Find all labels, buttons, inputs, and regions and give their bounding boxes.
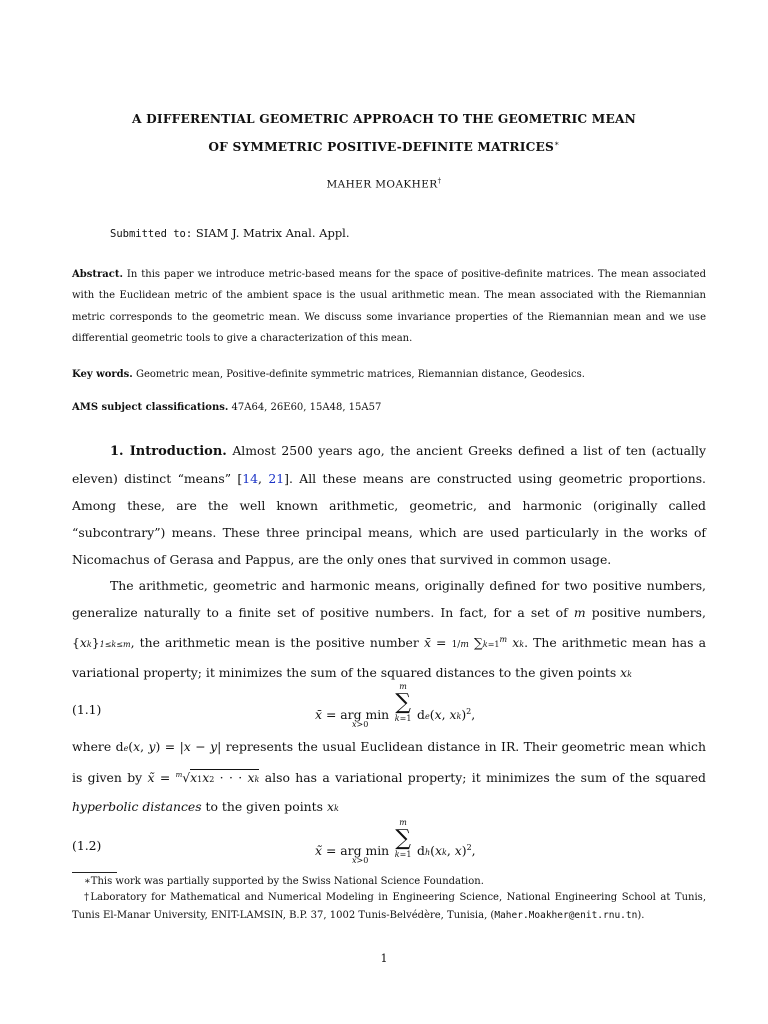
author-footnote-mark: †	[437, 177, 442, 185]
intro-paragraph-1	[72, 437, 706, 573]
author-name	[0, 177, 768, 191]
para2-text-d: . The arithmetic mean has a variational property; it minimizes the sum of the squared distances to the given points	[72, 635, 706, 681]
footnote-2-text-b: ).	[637, 910, 645, 921]
paper-title-line-2	[0, 139, 768, 154]
para3-text-b: represents the usual Euclidean distance in IR. Their geometric mean which is given by	[72, 739, 706, 786]
citation-separator: ,	[258, 471, 269, 486]
intro-text-b: ]. All these means are constructed using geometric proportions. Among these, are the well known arithmetic, geometric, and harmonic (originally called “subcontrary”) means. These three principal means, which are used particularly in the works of Nicomachus of Gerasa and Pappus, are the only ones that survived in common usage.	[72, 471, 706, 567]
citation-14[interactable]: 14	[242, 471, 259, 486]
title-footnote-mark: ∗	[554, 139, 560, 148]
equation-number-1-1: (1.1)	[72, 702, 102, 717]
section-heading: 1. Introduction.	[110, 444, 227, 459]
para3-text-c: also has a variational property; it minimizes the sum of the squared	[264, 770, 706, 786]
keywords	[72, 364, 706, 385]
equation-1-1	[72, 682, 706, 730]
author-text: MAHER MOAKHER	[326, 178, 438, 191]
journal-name: SIAM J. Matrix Anal. Appl.	[195, 226, 350, 240]
abstract	[72, 264, 706, 349]
para2-text-b: positive numbers,	[591, 605, 706, 620]
ams-text: 47A64, 26E60, 15A48, 15A57	[231, 402, 382, 413]
math-euclid-distance: de(x, y) = |x − y|	[115, 739, 222, 754]
ams-label: AMS subject classifications.	[72, 402, 229, 413]
citation-21[interactable]: 21	[268, 471, 285, 486]
para3-text-d: to the given points	[205, 799, 323, 815]
intro-paragraph-3	[72, 733, 706, 822]
para2-text-c: , the arithmetic mean is the positive number	[130, 635, 419, 651]
keywords-text: Geometric mean, Positive-definite symmetric matrices, Riemannian distance, Geodesics.	[135, 369, 585, 380]
page-number: 1	[380, 952, 388, 965]
intro-text-a: Almost 2500 years ago, the ancient Greeks defined a list of ten (actually eleven) distinct “means” [	[72, 443, 706, 486]
submitted-label: Submitted to:	[110, 228, 193, 240]
abstract-label: Abstract.	[72, 269, 123, 280]
abstract-text: In this paper we introduce metric-based means for the space of positive-definite matrices. The mean associated with the Euclidean metric of the ambient space is the usual arithmetic mean. The mean associated with the Riemannian metric corresponds to the geometric mean. We discuss some invariance properties of the Riemannian mean and we use differential geometric tools to give a characterization of this mean.	[72, 269, 706, 344]
para2-text-a: The arithmetic, geometric and harmonic means, originally defined for two positive numbers, generalize naturally to a finite set of positive numbers. In fact, for a set of	[72, 578, 706, 620]
para3-text-a: where	[72, 739, 112, 754]
math-set-xk: {xk}1≤k≤m	[72, 635, 131, 651]
paper-title-line-1: A DIFFERENTIAL GEOMETRIC APPROACH TO THE GEOMETRIC MEAN	[132, 112, 636, 126]
math-geometric-mean: x̃ = $^m$√x1x2 · · · xk	[147, 770, 260, 786]
submitted-line	[110, 226, 350, 240]
hyperbolic-distances-emphasis: hyperbolic distances	[72, 799, 202, 815]
footnote-2-text-a: †Laboratory for Mathematical and Numerical Modeling in Engineering Science, National Engineering School at Tunis, Tunis El-Manar University, ENIT-LAMSIN, B.P. 37, 1002 Tunis-Belvédère, Tunisia, (	[72, 892, 706, 921]
intro-paragraph-2	[72, 572, 706, 688]
equation-1-2-body: x̃ = arg min x>0 m ∑ k=1 dh(xk, x)$^2$,	[315, 818, 476, 865]
paper-title-text: OF SYMMETRIC POSITIVE-DEFINITE MATRICES	[208, 140, 554, 155]
footnote-1: ∗This work was partially supported by the Swiss National Science Foundation.	[84, 876, 484, 887]
equation-number-1-2: (1.2)	[72, 838, 102, 853]
ams-classifications	[72, 397, 706, 418]
math-m: m	[573, 605, 586, 620]
equation-1-2	[72, 818, 706, 866]
math-xk: xk	[620, 665, 632, 681]
math-xk-2: xk	[326, 799, 339, 815]
author-email[interactable]: Maher.Moakher@enit.rnu.tn	[494, 910, 638, 921]
equation-1-1-body: x̄ = arg min x>0 m ∑ k=1 de(x, xk)$^2$,	[315, 682, 476, 729]
footnote-2	[72, 889, 706, 925]
keywords-label: Key words.	[72, 369, 133, 380]
math-arith-mean: x̄ = 1/m $\sum k=1^m$ xk	[423, 635, 525, 651]
